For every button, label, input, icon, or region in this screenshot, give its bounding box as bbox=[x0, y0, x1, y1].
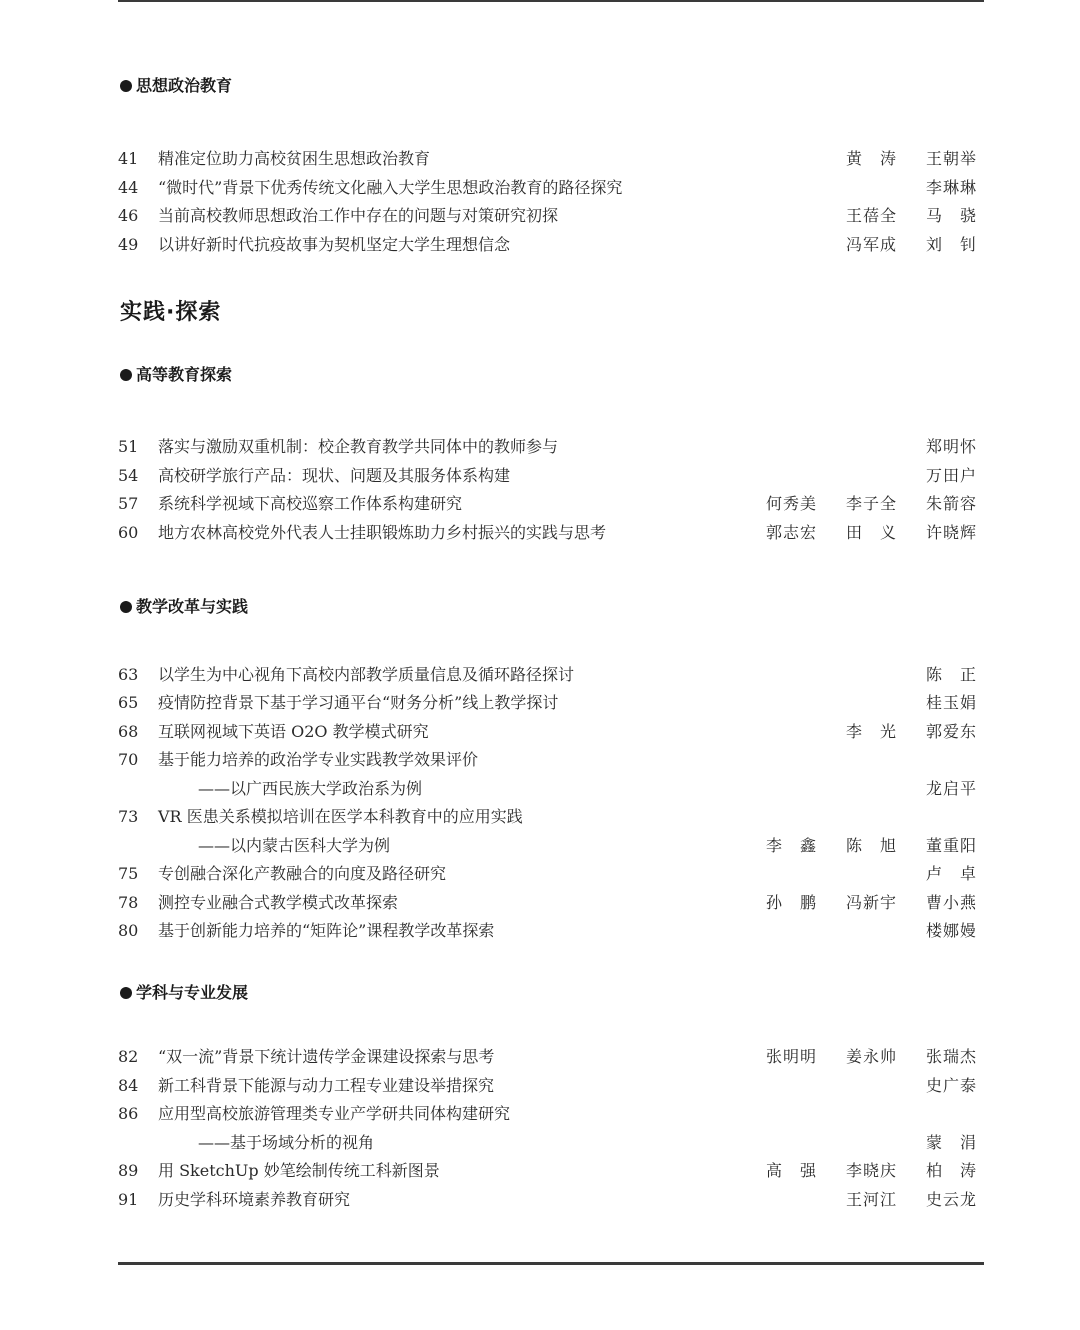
page-number: 89 bbox=[118, 1161, 139, 1180]
page-number: 49 bbox=[118, 235, 139, 254]
toc-entry[interactable] bbox=[118, 1157, 984, 1185]
author: 卢 卓 bbox=[926, 864, 978, 883]
toc-entry[interactable] bbox=[118, 689, 984, 717]
page-number: 68 bbox=[118, 722, 139, 741]
toc-entry[interactable] bbox=[118, 202, 984, 230]
article-title: 应用型高校旅游管理类专业产学研共同体构建研究 bbox=[158, 1104, 511, 1123]
toc-entry[interactable] bbox=[118, 917, 984, 945]
toc-entry[interactable] bbox=[118, 174, 984, 202]
article-title: 测控专业融合式教学模式改革探索 bbox=[158, 893, 399, 912]
author: 龙启平 bbox=[926, 779, 978, 798]
author: 史广泰 bbox=[926, 1076, 978, 1095]
author: 李晓庆 bbox=[846, 1161, 898, 1180]
page-number: 70 bbox=[118, 750, 139, 769]
article-title: 精准定位助力高校贫困生思想政治教育 bbox=[158, 149, 431, 168]
section-heading-practice: 实践·探索 bbox=[120, 300, 222, 325]
article-title: 地方农林高校党外代表人士挂职锻炼助力乡村振兴的实践与思考 bbox=[158, 523, 607, 542]
bullet-icon bbox=[120, 601, 132, 613]
article-title: 专创融合深化产教融合的向度及路径研究 bbox=[158, 864, 447, 883]
author: 何秀美 bbox=[766, 494, 818, 513]
author: 曹小燕 bbox=[926, 893, 978, 912]
author: 许晓辉 bbox=[926, 523, 978, 542]
author: 冯新宇 bbox=[846, 893, 898, 912]
page-number: 54 bbox=[118, 466, 139, 485]
article-title: “微时代”背景下优秀传统文化融入大学生思想政治教育的路径探究 bbox=[158, 178, 623, 197]
author: 万田户 bbox=[926, 466, 978, 485]
bullet-icon bbox=[120, 987, 132, 999]
toc-entry[interactable] bbox=[118, 462, 984, 490]
author: 王朝举 bbox=[926, 149, 978, 168]
author: 郭志宏 bbox=[766, 523, 818, 542]
author: 楼娜嫚 bbox=[926, 921, 978, 940]
toc-entry[interactable] bbox=[118, 661, 984, 689]
author: 朱箭容 bbox=[926, 494, 978, 513]
bottom-rule bbox=[118, 1262, 984, 1265]
toc-entry[interactable] bbox=[118, 1072, 984, 1100]
author: 张瑞杰 bbox=[926, 1047, 978, 1066]
toc-entry[interactable] bbox=[118, 1186, 984, 1214]
toc-entry[interactable] bbox=[118, 1100, 984, 1128]
author: 郭爱东 bbox=[926, 722, 978, 741]
toc-entry[interactable] bbox=[118, 746, 984, 774]
article-title: 基于能力培养的政治学专业实践教学效果评价 bbox=[158, 750, 479, 769]
author: 郑明怀 bbox=[926, 437, 978, 456]
toc-entry[interactable] bbox=[118, 231, 984, 259]
page-number: 65 bbox=[118, 693, 139, 712]
article-title: 用 SketchUp 妙笔绘制传统工科新图景 bbox=[158, 1161, 440, 1180]
category-heading-teaching-reform: 教学改革与实践 bbox=[120, 595, 248, 619]
author: 田 义 bbox=[846, 523, 898, 542]
bullet-icon bbox=[120, 80, 132, 92]
author: 高 强 bbox=[766, 1161, 818, 1180]
author: 李琳琳 bbox=[926, 178, 978, 197]
page-number: 41 bbox=[118, 149, 139, 168]
article-subtitle: ——基于场域分析的视角 bbox=[198, 1133, 375, 1152]
article-title: 基于创新能力培养的“矩阵论”课程教学改革探索 bbox=[158, 921, 495, 940]
article-title: 落实与激励双重机制：校企教育教学共同体中的教师参与 bbox=[158, 437, 559, 456]
article-title: 高校研学旅行产品：现状、问题及其服务体系构建 bbox=[158, 466, 511, 485]
page-number: 51 bbox=[118, 437, 139, 456]
page-number: 44 bbox=[118, 178, 139, 197]
author: 史云龙 bbox=[926, 1190, 978, 1209]
toc-entry[interactable] bbox=[118, 889, 984, 917]
toc-entry[interactable] bbox=[118, 860, 984, 888]
article-title: “双一流”背景下统计遗传学金课建设探索与思考 bbox=[158, 1047, 495, 1066]
author: 刘 钊 bbox=[926, 235, 978, 254]
article-title: 互联网视域下英语 O2O 教学模式研究 bbox=[158, 722, 429, 741]
category-heading-discipline: 学科与专业发展 bbox=[120, 981, 248, 1005]
article-title: 当前高校教师思想政治工作中存在的问题与对策研究初探 bbox=[158, 206, 559, 225]
page-number: 84 bbox=[118, 1076, 139, 1095]
article-title: 历史学科环境素养教育研究 bbox=[158, 1190, 351, 1209]
author: 姜永帅 bbox=[846, 1047, 898, 1066]
author: 董重阳 bbox=[926, 836, 978, 855]
article-subtitle: ——以广西民族大学政治系为例 bbox=[198, 779, 423, 798]
toc-entry[interactable] bbox=[118, 490, 984, 518]
article-title: 疫情防控背景下基于学习通平台“财务分析”线上教学探讨 bbox=[158, 693, 559, 712]
page-number: 80 bbox=[118, 921, 139, 940]
page-number: 73 bbox=[118, 807, 139, 826]
toc-entry[interactable] bbox=[118, 145, 984, 173]
toc-entry-subtitle[interactable] bbox=[118, 775, 984, 803]
page-number: 63 bbox=[118, 665, 139, 684]
author: 李 光 bbox=[846, 722, 898, 741]
author: 马 骁 bbox=[926, 206, 978, 225]
toc-entry[interactable] bbox=[118, 803, 984, 831]
author: 陈 旭 bbox=[846, 836, 898, 855]
article-title: 新工科背景下能源与动力工程专业建设举措探究 bbox=[158, 1076, 495, 1095]
toc-entry[interactable] bbox=[118, 1043, 984, 1071]
author: 张明明 bbox=[766, 1047, 818, 1066]
toc-entry[interactable] bbox=[118, 519, 984, 547]
toc-entry[interactable] bbox=[118, 718, 984, 746]
top-rule bbox=[118, 0, 984, 2]
toc-entry-subtitle[interactable] bbox=[118, 1129, 984, 1157]
article-title: 以讲好新时代抗疫故事为契机坚定大学生理想信念 bbox=[158, 235, 511, 254]
article-subtitle: ——以内蒙古医科大学为例 bbox=[198, 836, 391, 855]
author: 冯军成 bbox=[846, 235, 898, 254]
toc-entry-subtitle[interactable] bbox=[118, 832, 984, 860]
page-number: 86 bbox=[118, 1104, 139, 1123]
article-title: 以学生为中心视角下高校内部教学质量信息及循环路径探讨 bbox=[158, 665, 575, 684]
page-number: 91 bbox=[118, 1190, 139, 1209]
category-heading-higher-education: 高等教育探索 bbox=[120, 363, 232, 387]
page-number: 57 bbox=[118, 494, 139, 513]
page-number: 60 bbox=[118, 523, 139, 542]
article-title: VR 医患关系模拟培训在医学本科教育中的应用实践 bbox=[158, 807, 523, 826]
author: 陈 正 bbox=[926, 665, 978, 684]
page-number: 78 bbox=[118, 893, 139, 912]
author: 蒙 涓 bbox=[926, 1133, 978, 1152]
author: 王蓓全 bbox=[846, 206, 898, 225]
page-number: 82 bbox=[118, 1047, 139, 1066]
toc-entry[interactable] bbox=[118, 433, 984, 461]
author: 孙 鹏 bbox=[766, 893, 818, 912]
author: 王河江 bbox=[846, 1190, 898, 1209]
author: 李 鑫 bbox=[766, 836, 818, 855]
category-heading-ideology: 思想政治教育 bbox=[120, 74, 232, 98]
author: 李子全 bbox=[846, 494, 898, 513]
page-number: 75 bbox=[118, 864, 139, 883]
author: 黄 涛 bbox=[846, 149, 898, 168]
article-title: 系统科学视域下高校巡察工作体系构建研究 bbox=[158, 494, 463, 513]
author: 柏 涛 bbox=[926, 1161, 978, 1180]
page-number: 46 bbox=[118, 206, 139, 225]
bullet-icon bbox=[120, 369, 132, 381]
author: 桂玉娟 bbox=[926, 693, 978, 712]
